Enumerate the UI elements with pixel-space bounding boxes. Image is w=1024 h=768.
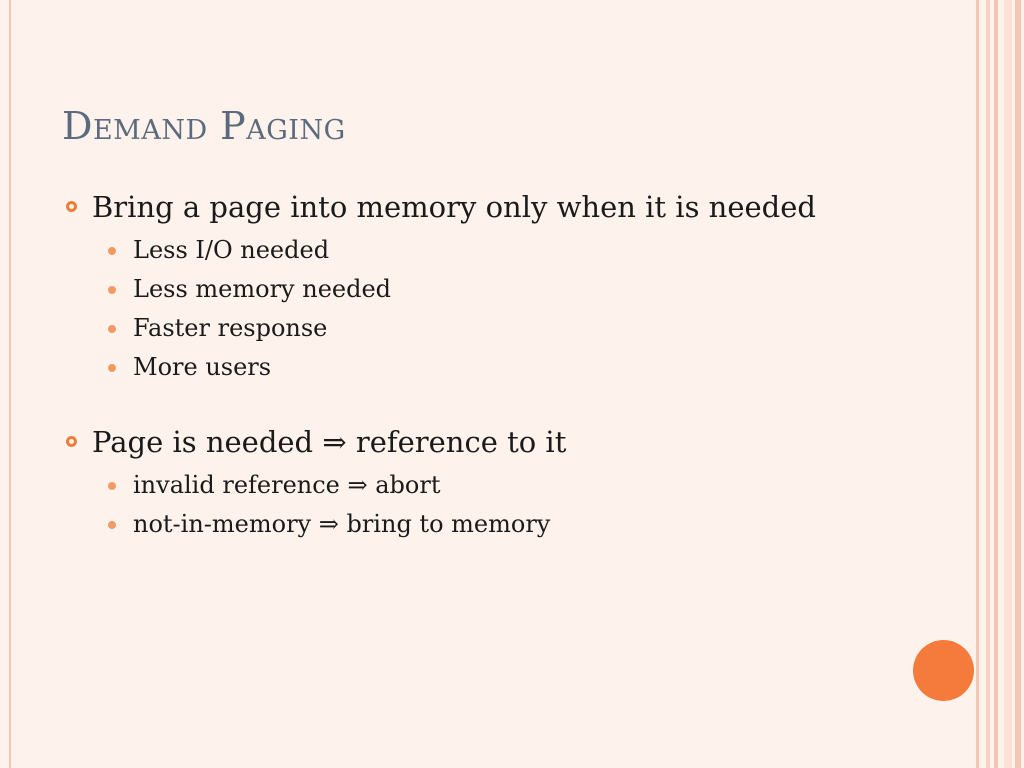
bullet-list xyxy=(64,188,964,543)
sub-bullet-item xyxy=(64,274,964,304)
decorative-circle xyxy=(913,640,974,701)
dot-bullet-icon xyxy=(108,364,116,372)
bullet-text: Page is needed ⇒ reference to it xyxy=(92,425,567,459)
dot-bullet-icon xyxy=(108,325,116,333)
spacer xyxy=(64,386,964,423)
sub-bullet-text: invalid reference ⇒ abort xyxy=(133,471,441,499)
sub-bullet-item xyxy=(64,509,964,539)
sub-bullet-item xyxy=(64,470,964,500)
sub-bullet-text: More users xyxy=(133,353,272,381)
dot-bullet-icon xyxy=(108,247,116,255)
right-border-stripe xyxy=(1015,0,1021,768)
dot-bullet-icon xyxy=(108,482,116,490)
sub-bullet-item xyxy=(64,235,964,265)
sub-bullet-item xyxy=(64,352,964,382)
sub-bullet-text: not-in-memory ⇒ bring to memory xyxy=(133,510,551,538)
dot-bullet-icon xyxy=(108,286,116,294)
right-border-stripe xyxy=(986,0,990,768)
sub-bullet-item xyxy=(64,313,964,343)
bullet-item xyxy=(64,423,964,461)
sub-bullet-text: Faster response xyxy=(133,314,328,342)
dot-bullet-icon xyxy=(108,521,116,529)
sub-bullet-text: Less I/O needed xyxy=(133,236,330,264)
bullet-item xyxy=(64,188,964,226)
left-border-stripe xyxy=(9,0,11,768)
right-border-stripe xyxy=(994,0,998,768)
right-border-stripe xyxy=(1004,0,1012,768)
right-border-stripe xyxy=(976,0,979,768)
ring-bullet-icon xyxy=(66,436,77,447)
slide-title: Demand Paging xyxy=(62,104,346,148)
bullet-text: Bring a page into memory only when it is needed xyxy=(92,190,816,224)
ring-bullet-icon xyxy=(66,201,77,212)
sub-bullet-text: Less memory needed xyxy=(133,275,392,303)
